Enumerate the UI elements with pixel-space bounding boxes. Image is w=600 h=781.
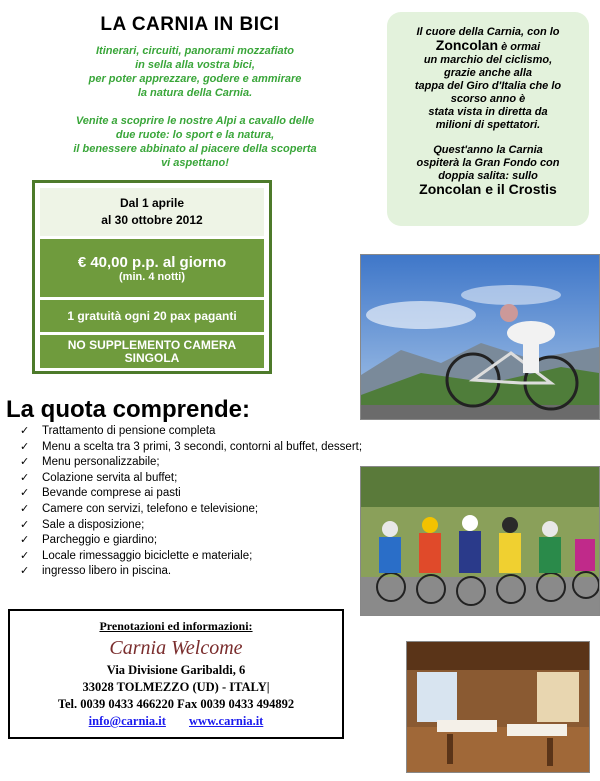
restaurant-photo [406, 641, 590, 773]
quota-heading: La quota comprende: [6, 396, 251, 423]
zoncolan-highlight: Zoncolan [435, 37, 499, 53]
list-item: ✓ ingresso libero in piscina. [20, 564, 362, 580]
list-item: ✓ Parcheggio e giardino; [20, 533, 362, 549]
zoncolan-quote-box: Il cuore della Carnia, con lo Zoncolan è ormai un marchio del ciclismo, grazie anche alla tappa del Giro d'Italia che lo scorso anno è stata vista in diretta da milioni di spettatori. Quest'anno la Carnia ospiterà la Gran Fondo con doppia salita: sullo Zoncolan e il Crostis [387, 12, 589, 226]
intro-paragraph-1: Itinerari, circuiti, panorami mozzafiato in sella alla vostra bici, per poter apprezzare, godere e ammirare la natura della Carnia. [88, 45, 302, 99]
list-item: ✓ Bevande comprese ai pasti [20, 486, 362, 502]
list-item: ✓ Sale a disposizione; [20, 518, 362, 534]
list-item: ✓ Menu a scelta tra 3 primi, 3 secondi, contorni al buffet, dessert; [20, 440, 362, 456]
intro-paragraph-2: Venite a scoprire le nostre Alpi a cavallo delle due ruote: lo sport e la natura, il benessere abbinato al piacere della scoperta vi aspettano! [73, 115, 317, 169]
checkmark-icon: ✓ [20, 456, 30, 469]
checkmark-icon: ✓ [20, 425, 30, 437]
list-item: ✓ Trattamento di pensione completa [20, 424, 362, 440]
checkmark-icon: ✓ [20, 440, 30, 453]
address-street: Via Divisione Garibaldi, 6 [106, 663, 246, 677]
cycling-race-photo [360, 466, 600, 616]
checkmark-icon: ✓ [20, 502, 30, 515]
offer-box [32, 180, 272, 374]
intro-text [30, 44, 360, 184]
list-item: ✓ Colazione servita al buffet; [20, 471, 362, 487]
offer-single-room: NO SUPPLEMENTO CAMERA SINGOLA [40, 335, 264, 368]
offer-price: € 40,00 p.p. al giorno (min. 4 notti) [40, 239, 264, 297]
crostis-highlight: Zoncolan e il Crostis [419, 181, 557, 197]
quota-list [20, 424, 362, 580]
offer-dates: Dal 1 aprile al 30 ottobre 2012 [40, 188, 264, 236]
list-item: ✓ Locale rimessaggio biciclette e materiale; [20, 549, 362, 565]
checkmark-icon: ✓ [20, 549, 30, 562]
email-link[interactable]: info@carnia.it [88, 714, 166, 728]
website-link[interactable]: www.carnia.it [189, 714, 264, 728]
contact-box [8, 609, 344, 739]
brand-name: Carnia Welcome [109, 637, 243, 659]
contact-heading: Prenotazioni ed informazioni: [99, 619, 253, 633]
page-title: LA CARNIA IN BICI [100, 14, 280, 35]
checkmark-icon: ✓ [20, 565, 30, 578]
address-city: 33028 TOLMEZZO (UD) - ITALY| [82, 680, 270, 694]
checkmark-icon: ✓ [20, 487, 30, 500]
checkmark-icon: ✓ [20, 534, 30, 547]
offer-free-places: 1 gratuità ogni 20 pax paganti [40, 300, 264, 332]
list-item: ✓ Menu personalizzabile; [20, 455, 362, 471]
phone-fax: Tel. 0039 0433 466220 Fax 0039 0433 494892 [57, 697, 295, 711]
cyclist-photo [360, 254, 600, 420]
checkmark-icon: ✓ [20, 471, 30, 484]
list-item: ✓ Camere con servizi, telefono e televisione; [20, 502, 362, 518]
checkmark-icon: ✓ [20, 518, 30, 531]
